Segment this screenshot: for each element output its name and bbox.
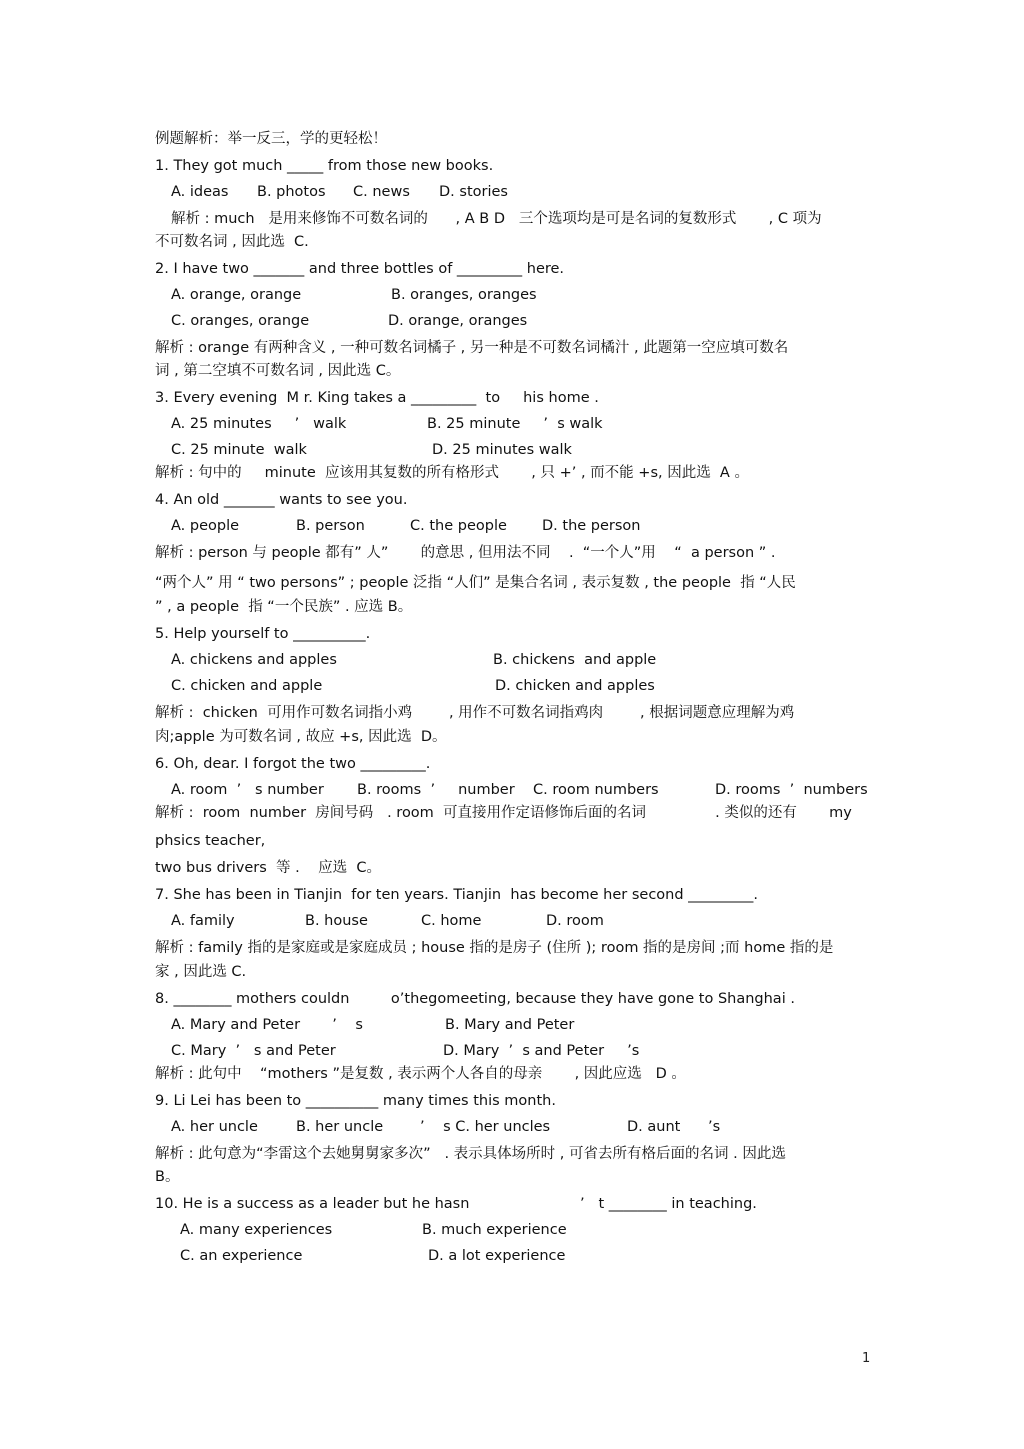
option-c: C. room numbers: [533, 782, 659, 798]
option-b: B. Mary and Peter: [445, 1017, 575, 1033]
question-5-stem: 5. Help yourself to __________.: [155, 626, 371, 642]
option-b: B. much experience: [422, 1222, 567, 1238]
question-1-explanation-line-1: 解析 : much 是用来修饰不可数名词的 , A B D 三个选项均是可是名词的复数形式 , C 项为: [171, 211, 822, 227]
option-a: A. room ’ s number: [171, 782, 324, 798]
question-5-options-row-2: [155, 676, 870, 696]
question-10-stem: 10. He is a success as a leader but he hasn ’ t ________ in teaching.: [155, 1196, 757, 1212]
question-4-explanation-line-3: ” , a people 指 “一个民族” . 应选 B。: [155, 599, 413, 615]
question-7-stem: 7. She has been in Tianjin for ten years. Tianjin has become her second _________.: [155, 887, 759, 903]
option-a: A. ideas: [171, 184, 229, 200]
question-4-options: [155, 516, 870, 536]
option-d: D. room: [546, 913, 604, 929]
option-c: C. chicken and apple: [171, 678, 323, 694]
question-7-options: [155, 911, 870, 931]
option-c: C. home: [421, 913, 482, 929]
option-a: A. family: [171, 913, 235, 929]
question-1-stem: 1. They got much _____ from those new books.: [155, 158, 494, 174]
option-d: D. stories: [439, 184, 508, 200]
option-c: C. the people: [410, 518, 507, 534]
question-8-options-row-1: [155, 1015, 870, 1035]
question-1-explanation-line-2: 不可数名词 , 因此选 C.: [155, 234, 309, 250]
question-8-stem: 8. ________ mothers couldn o’thegomeeting, because they have gone to Shanghai .: [155, 991, 795, 1007]
option-a: A. many experiences: [180, 1222, 333, 1238]
question-2-explanation-line-2: 词 , 第二空填不可数名词 , 因此选 C。: [155, 363, 401, 379]
question-7-explanation-line-2: 家 , 因此选 C.: [155, 964, 247, 980]
option-d: D. the person: [542, 518, 641, 534]
question-6-explanation-line-2: phsics teacher,: [155, 833, 266, 849]
question-6-explanation-line-3: two bus drivers 等 . 应选 C。: [155, 860, 382, 876]
option-c: C. an experience: [180, 1248, 303, 1264]
option-d: D. 25 minutes walk: [432, 442, 572, 458]
question-5-explanation-line-2: 肉;apple 为可数名词 , 故应 +s, 因此选 D。: [155, 729, 447, 745]
option-b: B. chickens and apple: [493, 652, 657, 668]
option-a: A. people: [171, 518, 240, 534]
question-6-stem: 6. Oh, dear. I forgot the two _________.: [155, 756, 431, 772]
question-2-stem: 2. I have two _______ and three bottles of _________ here.: [155, 261, 565, 277]
section-heading: 例题解析：举一反三，学的更轻松！: [155, 131, 387, 147]
question-1-options: [155, 182, 870, 202]
page-number: 1: [862, 1351, 871, 1366]
question-3-options-row-2: [155, 440, 870, 460]
question-4-stem: 4. An old _______ wants to see you.: [155, 492, 408, 508]
option-a: A. her uncle: [171, 1119, 258, 1135]
option-b: B. person: [296, 518, 365, 534]
option-c: C. oranges, orange: [171, 313, 310, 329]
option-c: C. Mary ’ s and Peter: [171, 1043, 336, 1059]
question-9-explanation-line-1: 解析 : 此句意为“李雷这个去她舅舅家多次” . 表示具体场所时 , 可省去所有格后面的名词 . 因此选: [155, 1146, 786, 1162]
question-3-stem: 3. Every evening M r. King takes a _________ to his home .: [155, 390, 599, 406]
option-b: B. 25 minute ’ s walk: [427, 416, 603, 432]
question-10-options-row-2: [155, 1246, 870, 1266]
question-4-explanation-line-1: 解析 : person 与 people 都有” 人” 的意思 , 但用法不同 . “一个人”用 “ a person ” .: [155, 545, 776, 561]
option-b: B. photos: [257, 184, 326, 200]
question-2-options-row-2: [155, 311, 870, 331]
option-a: A. 25 minutes ’ walk: [171, 416, 347, 432]
exercise-content: [155, 129, 870, 1266]
question-5-options-row-1: [155, 650, 870, 670]
question-6-options: [155, 780, 870, 800]
question-4-explanation-line-2: “两个人” 用 “ two persons” ; people 泛指 “人们” 是集合名词 , 表示复数 , the people 指 “人民: [155, 575, 796, 591]
question-2-options-row-1: [155, 285, 870, 305]
question-3-options-row-1: [155, 414, 870, 434]
option-a: A. Mary and Peter ’ s: [171, 1017, 363, 1033]
option-d: D. orange, oranges: [388, 313, 528, 329]
option-d: D. a lot experience: [428, 1248, 566, 1264]
option-b: B. house: [305, 913, 368, 929]
question-8-options-row-2: [155, 1041, 870, 1061]
question-2-explanation-line-1: 解析 : orange 有两种含义 , 一种可数名词橘子 , 另一种是不可数名词橘汁 , 此题第一空应填可数名: [155, 340, 789, 356]
question-10-options-row-1: [155, 1220, 870, 1240]
option-d: D. aunt ’s: [627, 1119, 721, 1135]
question-5-explanation-line-1: 解析 : chicken 可用作可数名词指小鸡 , 用作不可数名词指鸡肉 , 根据词题意应理解为鸡: [155, 705, 795, 721]
option-d: D. rooms ’ numbers: [715, 782, 868, 798]
question-3-explanation: 解析 : 句中的 minute 应该用其复数的所有格形式 , 只 +’ , 而不能 +s, 因此选 A 。: [155, 465, 749, 481]
question-7-explanation-line-1: 解析 : family 指的是家庭或是家庭成员 ; house 指的是房子 (住所 ); room 指的是房间 ;而 home 指的是: [155, 940, 834, 956]
option-b-c: B. her uncle ’ s C. her uncles: [296, 1119, 551, 1135]
option-d: D. Mary ’ s and Peter ’s: [443, 1043, 640, 1059]
option-a: A. chickens and apples: [171, 652, 337, 668]
question-8-explanation: 解析 : 此句中 “mothers ”是复数 , 表示两个人各自的母亲 , 因此应选 D 。: [155, 1066, 686, 1082]
option-b: B. oranges, oranges: [391, 287, 537, 303]
question-9-explanation-line-2: B。: [155, 1169, 180, 1185]
option-c: C. news: [353, 184, 410, 200]
option-a: A. orange, orange: [171, 287, 302, 303]
option-c: C. 25 minute walk: [171, 442, 307, 458]
option-d: D. chicken and apples: [495, 678, 655, 694]
option-b: B. rooms ’ number: [357, 782, 515, 798]
question-9-stem: 9. Li Lei has been to __________ many times this month.: [155, 1093, 556, 1109]
question-9-options: [155, 1117, 870, 1137]
question-6-explanation-line-1: 解析 : room number 房间号码 . room 可直接用作定语修饰后面的名词 . 类似的还有 my: [155, 805, 852, 821]
